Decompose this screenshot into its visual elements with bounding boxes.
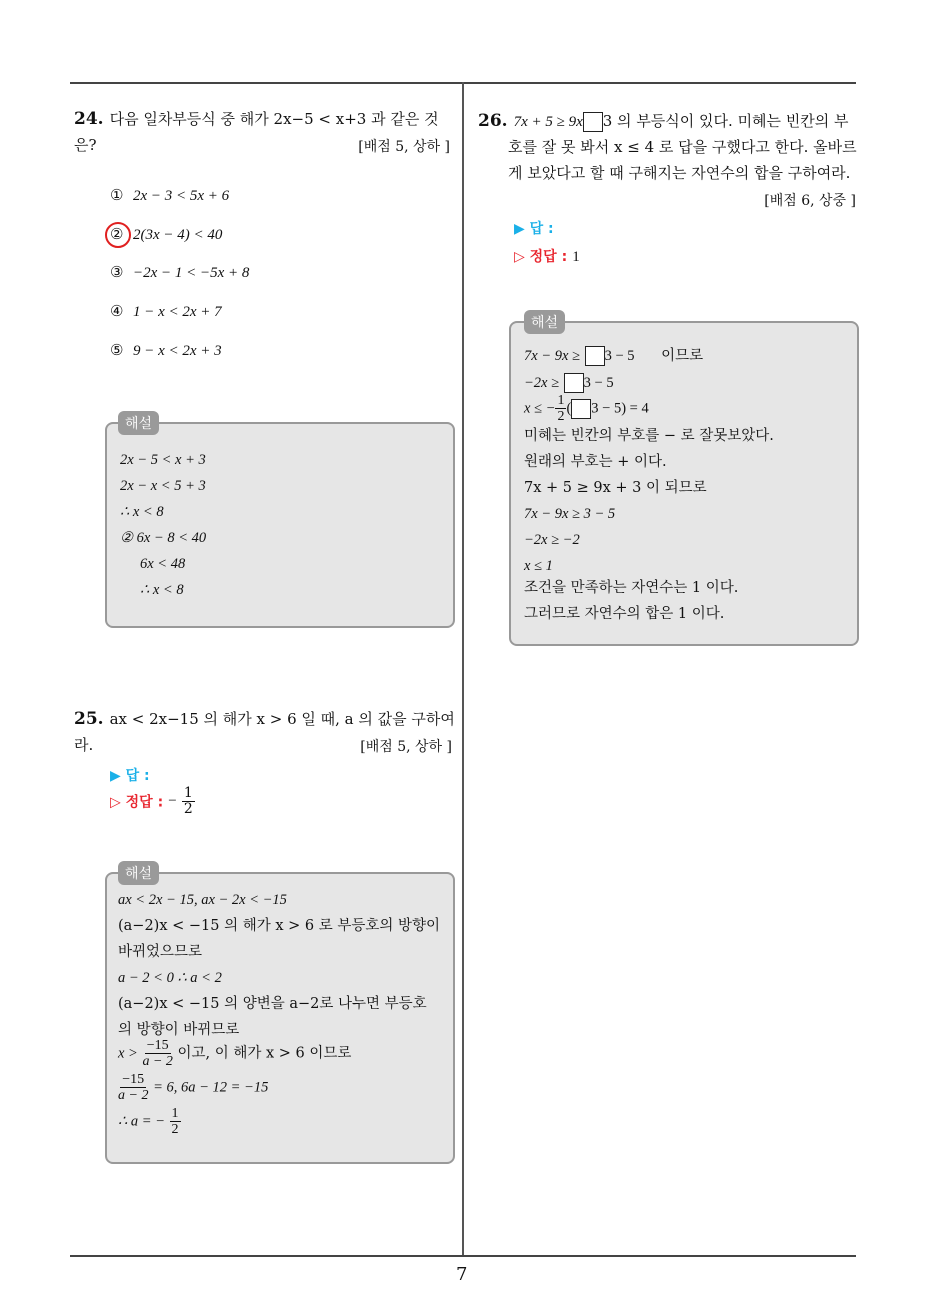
q26-question-line2: 호를 잘 못 봐서 x ≤ 4 로 답을 구했다고 한다. 올바르 [508,138,857,156]
selected-answer-circle [105,222,131,248]
correct-sign: − [168,793,177,809]
q25-number: 25. [74,709,104,729]
expr: = 6, 6a − 12 = −15 [153,1079,269,1096]
q25-sol-line: (a−2)x < −15 의 해가 x > 6 로 부등호의 방향이 [118,918,440,934]
q25-sol-line: ax < 2x − 15, ax − 2x < −15 [118,892,287,908]
fraction-numerator: 1 [183,785,193,801]
fraction-numerator: 1 [171,1106,179,1121]
expr: 3 − 5) = 4 [591,400,649,417]
q24-sol-line: 2x − x < 5 + 3 [120,478,206,494]
expr: 이므로 [661,348,704,364]
q26-correct-answer [514,246,580,266]
choice-marker: ⑤ [110,341,124,359]
page-number: 7 [456,1264,468,1285]
correct-label: ▷ 정답 : [514,249,568,265]
q24-choice-4[interactable] [110,302,222,321]
fraction [142,1038,172,1069]
q26-sol-line: 조건을 만족하는 자연수는 1 이다. [524,580,739,596]
fraction-denominator: 2 [171,1122,179,1137]
q24-text: 다음 일차부등식 중 해가 2x−5 < x+3 과 같은 것은? [74,110,439,154]
q25-answer-label: ▶ 답 : [110,768,150,784]
expr: 3 − 5 [604,348,635,364]
expr: 3 의 부등식이 있다. 미혜는 빈칸의 부 [602,112,849,130]
q24-choice-3[interactable] [110,263,249,282]
q26-sol-line: 그러므로 자연수의 합은 1 이다. [524,606,725,622]
expr: ∴ a = − [118,1113,165,1130]
q25-solution-label: 해설 [118,861,159,885]
q25-sol-line: 바뀌었으므로 [118,944,203,960]
q26-sol-line-fraction [524,393,649,424]
expr: 3 − 5 [583,375,614,391]
choice-marker: ① [110,186,124,204]
choice-marker: ③ [110,263,124,281]
correct-label: ▷ 정답 : [110,794,164,811]
q26-sol-line: 원래의 부호는 + 이다. [524,454,667,470]
q24-sol-line: ∴ x < 8 [120,504,164,520]
fraction [118,1072,148,1103]
choice-expression: 9 − x < 2x + 3 [133,343,222,359]
blank-box [585,346,605,366]
q26-question-line3: 게 보았다고 할 때 구해지는 자연수의 합을 구하여라. [508,164,851,182]
expr: 7x + 5 ≥ 9x [513,114,583,130]
fraction-numerator: −15 [122,1072,145,1087]
fraction-denominator: 2 [183,801,193,817]
q26-sol-line: x ≤ 1 [524,558,553,574]
q26-sol-line: 7x − 9x ≥ 3 − 5 [524,506,616,522]
q26-sol-line: −2x ≥ −2 [524,532,580,548]
q25-sol-line-fraction [118,1106,181,1137]
q26-sol-line [524,346,703,366]
expr: 7x − 9x ≥ [524,348,580,364]
q24-sol-line: ② 6x − 8 < 40 [120,530,207,546]
q26-sol-line: 미혜는 빈칸의 부호를 − 로 잘못보았다. [524,428,774,444]
q25-sol-line: a − 2 < 0 ∴ a < 2 [118,970,222,986]
q26-score: [배점 6, 상중 ] [764,193,856,209]
q26-number: 26. [478,111,508,131]
q24-choice-1[interactable] [110,186,229,205]
q26-solution-label: 해설 [524,310,565,334]
q26-sol-line: 7x + 5 ≥ 9x + 3 이 되므로 [524,480,707,496]
correct-value: 1 [572,249,580,265]
fraction-denominator: a − 2 [118,1088,149,1103]
column-divider [462,82,464,1257]
q25-correct-answer [110,786,195,817]
choice-marker: ② [110,225,124,243]
q26-answer-label: ▶ 답 : [514,221,554,237]
q24-choice-5[interactable] [110,341,222,360]
q25-sol-line: 의 방향이 바뀌므로 [118,1022,240,1038]
expr: −2x ≥ [524,375,560,391]
q25-sol-line: (a−2)x < −15 의 양변을 a−2로 나누면 부등호 [118,996,427,1012]
expr: 이고, 이 해가 x > 6 이므로 [177,1045,352,1062]
fraction-numerator: −15 [146,1038,169,1053]
bottom-rule [70,1255,856,1257]
q24-number: 24. [74,109,104,129]
expr: x ≤ − [524,400,556,417]
fraction-denominator: a − 2 [142,1054,173,1069]
choice-marker: ④ [110,302,124,320]
q25-text: ax < 2x−15 의 해가 x > 6 일 때, a 의 값을 구하여라. [74,710,455,754]
blank-box [571,399,591,419]
choice-expression: −2x − 1 < −5x + 8 [133,265,250,281]
q24-score: [배점 5, 상하 ] [358,139,450,155]
correct-fraction [182,786,195,817]
q26-sol-line [524,373,614,393]
choice-expression: 2(3x − 4) < 40 [133,227,223,243]
fraction [555,393,566,424]
q24-solution-label: 해설 [118,411,159,435]
q24-sol-line: 6x < 48 [140,556,186,572]
q24-sol-line: ∴ x < 8 [140,582,184,598]
expr: ( [566,400,572,417]
fraction-denominator: 2 [557,409,565,424]
blank-box [583,112,603,132]
q25-sol-line-fraction [118,1038,351,1069]
q24-sol-line: 2x − 5 < x + 3 [120,452,206,468]
q25-score: [배점 5, 상하 ] [360,739,452,755]
choice-expression: 2x − 3 < 5x + 6 [133,188,230,204]
fraction [170,1106,181,1137]
q26-question-line1 [478,108,849,135]
fraction-numerator: 1 [557,393,565,408]
blank-box [564,373,584,393]
expr: x > [118,1045,138,1062]
q25-sol-line-fraction [118,1072,268,1103]
choice-expression: 1 − x < 2x + 7 [133,304,222,320]
